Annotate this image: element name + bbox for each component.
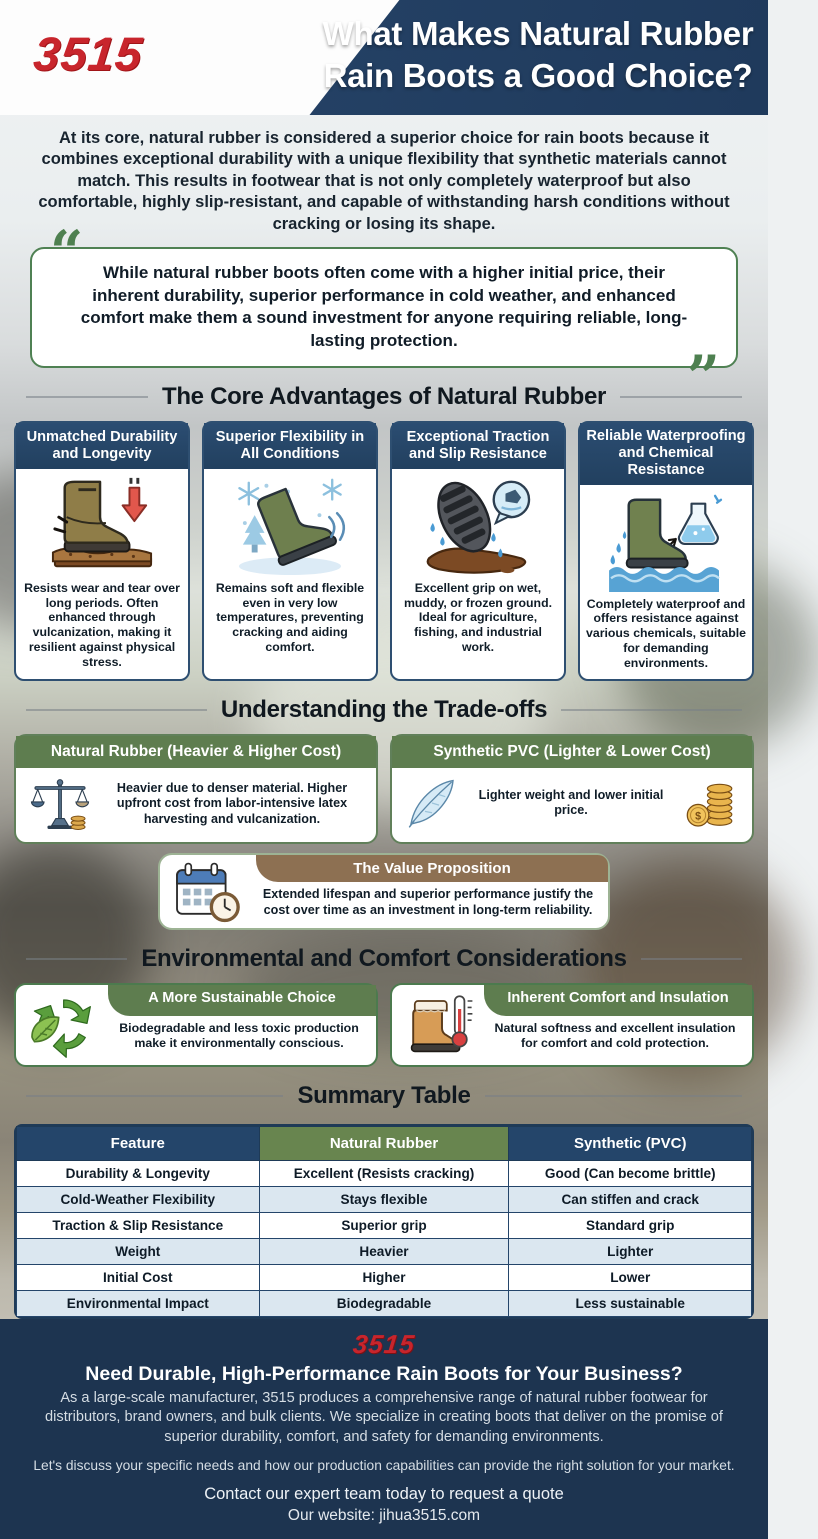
page-title [316,13,760,97]
divider-line [26,958,127,960]
table-cell: Environmental Impact [17,1290,260,1316]
table-cell: Standard grip [509,1212,752,1238]
table-row [17,1290,752,1316]
coins-icon [682,775,740,831]
table-header-natural-rubber: Natural Rubber [259,1126,509,1160]
table-cell: Stays flexible [259,1186,509,1212]
table-row [17,1160,752,1186]
boot-pressure-icon [16,469,188,581]
brand-logo: 3515 [31,27,146,80]
table-header-synthetic-pvc: Synthetic (PVC) [509,1126,752,1160]
feather-icon [404,775,460,831]
core-cards [14,421,754,681]
divider-line [485,1095,742,1097]
table-cell: Initial Cost [17,1264,260,1290]
table-row [17,1212,752,1238]
card-waterproof [578,421,754,681]
footer-heading: Need Durable, High-Performance Rain Boots for Your Business? [85,1362,683,1385]
recycle-leaf-icon [16,985,108,1065]
section-heading: Summary Table [297,1081,471,1109]
svg-text:$: $ [695,810,702,823]
card-traction [390,421,566,681]
card-desc: Natural softness and excellent insulation for comfort and cold protection. [494,1020,736,1051]
divider-line [26,1095,283,1097]
divider-line [620,396,742,398]
table-cell: Heavier [259,1238,509,1264]
summary-table [14,1124,754,1319]
table-cell: Durability & Longevity [17,1160,260,1186]
table-cell: Superior grip [259,1212,509,1238]
table-cell: Weight [17,1238,260,1264]
value-prop-desc: Extended lifespan and superior performance justify the cost over time as an investment in long-term reliability. [262,887,594,918]
card-desc: Completely waterproof and offers resistance against various chemicals, suitable for demanding environments. [586,596,746,670]
balance-scale-icon [28,775,92,833]
card-synthetic-pvc [390,734,754,844]
footer-body: As a large-scale manufacturer, 3515 produces a comprehensive range of natural rubber footwear for distributors, brand owners, and bulk clients. We specialize in creating boots that deliver on the promise of superior durability, comfort, and safety for demanding environments. [45,1389,723,1445]
intro-paragraph: At its core, natural rubber is considered a superior choice for rain boots because it combines exceptional durability with a unique flexibility that synthetic materials cannot match. This results in footwear that is not only completely waterproof but also comfortable, highly slip-resistant, and capable of withstanding harsh conditions without cracking or losing its shape. [38,129,730,233]
section-title-environment [26,945,742,973]
table-cell: Biodegradable [259,1290,509,1316]
section-heading: Environmental and Comfort Considerations [141,944,627,972]
card-desc: Heavier due to denser material. Higher upfront cost from labor-intensive latex harvesting and vulcanization. [116,780,348,827]
value-prop-title: The Value Proposition [256,855,608,882]
quote-text: While natural rubber boots often come with a higher initial price, their inherent durability, superior performance in cold weather, and enhanced comfort make them a sound investment for anyone requiring reliable, long-lasting protection. [80,263,688,350]
table-cell: Can stiffen and crack [509,1186,752,1212]
table-cell: Good (Can become brittle) [509,1160,752,1186]
footer [0,1319,768,1539]
table-row [17,1264,752,1290]
footer-brand-logo: 3515 [351,1328,417,1359]
card-desc: Resists wear and tear over long periods. Often enhanced through vulcanization, making it resilient against physical stress. [24,580,180,669]
open-quote-icon: “ [50,218,84,287]
card-title: Unmatched Durability and Longevity [16,423,188,469]
tradeoff-cards [14,734,754,844]
calendar-clock-icon [160,855,256,927]
footer-website: Our website: jihua3515.com [287,1507,481,1525]
divider-line [26,396,148,398]
boot-snow-icon [204,469,376,581]
table-row [17,1238,752,1264]
section-title-tradeoffs [26,696,742,724]
card-durability [14,421,190,681]
boot-sole-mud-icon [392,469,564,581]
card-title: Reliable Waterproofing and Chemical Resistance [580,423,752,485]
card-title: Natural Rubber (Heavier & Higher Cost) [16,736,376,768]
table-cell: Lighter [509,1238,752,1264]
table-cell: Higher [259,1264,509,1290]
table-cell: Cold-Weather Flexibility [17,1186,260,1212]
section-title-core [26,383,742,411]
card-natural-rubber [14,734,378,844]
divider-line [561,709,742,711]
section-heading: The Core Advantages of Natural Rubber [161,382,607,410]
footer-cta: Contact our expert team today to request a quote [204,1485,564,1504]
table-cell: Lower [509,1264,752,1290]
section-title-summary [26,1082,742,1110]
environment-cards [14,983,754,1067]
card-title: Inherent Comfort and Insulation [484,985,752,1016]
value-proposition-box [158,853,610,929]
card-title: Superior Flexibility in All Conditions [204,423,376,469]
boot-thermometer-icon [392,985,484,1065]
card-sustainable [14,983,378,1067]
close-quote-icon: ” [686,342,720,411]
card-comfort [390,983,754,1067]
card-desc: Excellent grip on wet, muddy, or frozen ground. Ideal for agriculture, fishing, and industrial work. [403,580,552,654]
divider-line [26,709,207,711]
header [0,0,768,115]
card-desc: Remains soft and flexible even in very low temperatures, preventing cracking and aiding comfort. [215,580,365,654]
card-flexibility [202,421,378,681]
boot-water-flask-icon [580,485,752,597]
table-header-row [17,1126,752,1160]
table-cell: Less sustainable [509,1290,752,1316]
table-header-feature: Feature [17,1126,260,1160]
table-cell: Excellent (Resists cracking) [259,1160,509,1186]
card-desc: Lighter weight and lower initial price. [478,787,664,818]
page-title-line1: What Makes Natural Rubber [322,15,754,52]
card-title: A More Sustainable Choice [108,985,376,1016]
page-title-line2: Rain Boots a Good Choice? [323,56,753,94]
card-title: Synthetic PVC (Lighter & Lower Cost) [392,736,752,768]
table-row [17,1186,752,1212]
footer-discuss-line: Let's discuss your specific needs and how our production capabilities can provide the right solution for your market. [33,1458,735,1474]
section-heading: Understanding the Trade-offs [220,696,548,724]
table-cell: Traction & Slip Resistance [17,1212,260,1238]
card-desc: Biodegradable and less toxic production make it environmentally conscious. [119,1020,359,1051]
divider-line [641,958,742,960]
card-title: Exceptional Traction and Slip Resistance [392,423,564,469]
